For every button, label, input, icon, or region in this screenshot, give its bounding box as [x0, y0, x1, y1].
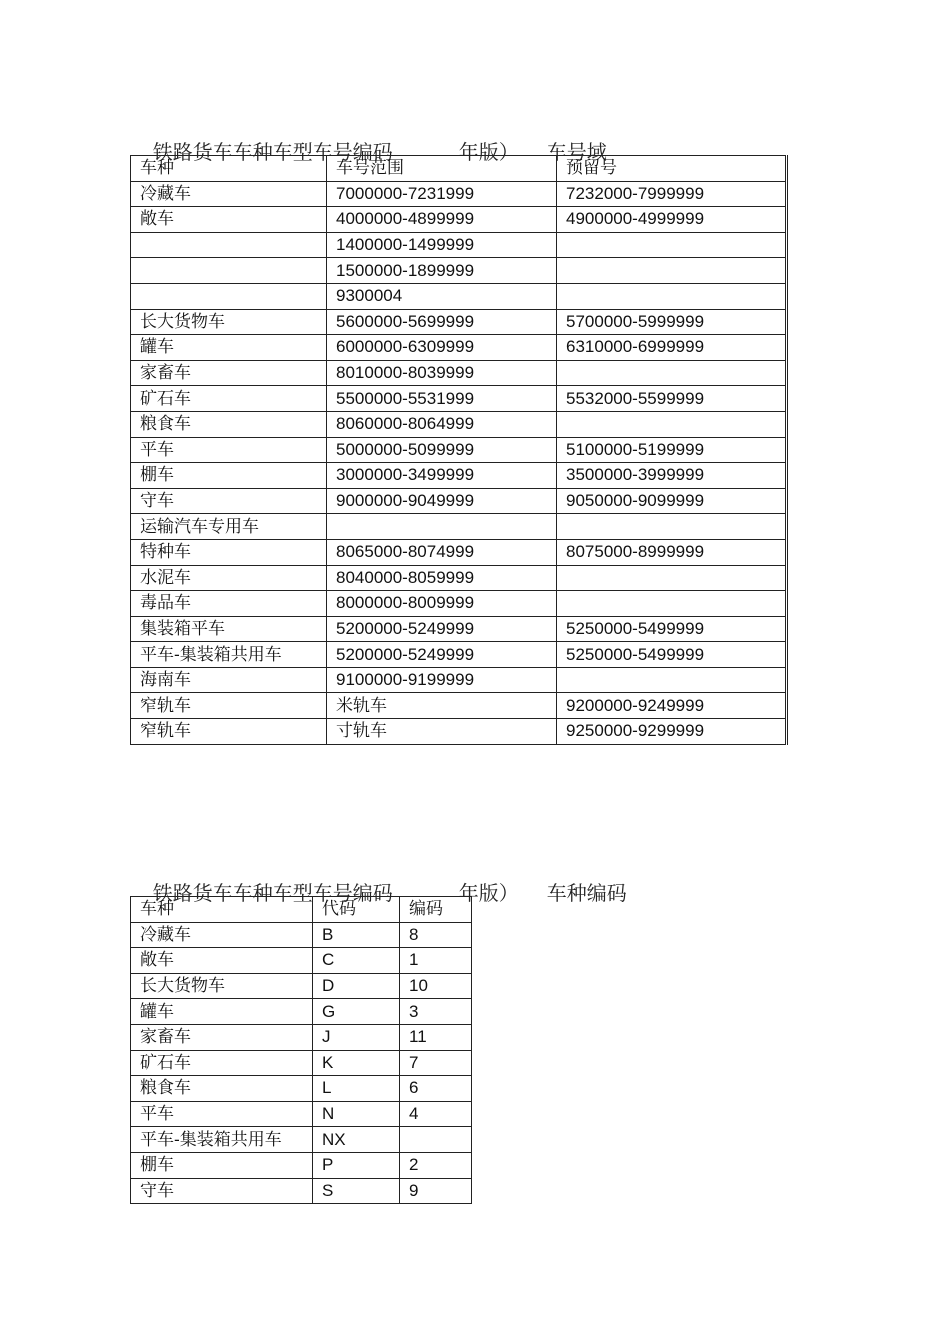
- range-table-row: [131, 411, 787, 437]
- range-table-row: [131, 488, 787, 514]
- range-header-row: [131, 156, 787, 182]
- range-table-cell: 5000000-5099999: [327, 437, 557, 463]
- code-table-cell: 7: [400, 1050, 472, 1076]
- range-table-cell: [131, 283, 327, 309]
- range-table-row: [131, 616, 787, 642]
- range-table-cell: 8000000-8009999: [327, 591, 557, 617]
- code-table-cell: 矿石车: [131, 1050, 313, 1076]
- range-table-cell: 5500000-5531999: [327, 386, 557, 412]
- code-table-row: [131, 1024, 472, 1050]
- range-table-row: [131, 386, 787, 412]
- code-table-cell: 平车-集装箱共用车: [131, 1127, 313, 1153]
- range-table-row: [131, 181, 787, 207]
- range-table-row: [131, 258, 787, 284]
- car-number-range-table: [130, 155, 788, 745]
- range-table-cell: 守车: [131, 488, 327, 514]
- range-table-row: [131, 207, 787, 233]
- range-header-cell: 预留号: [557, 156, 787, 182]
- range-table-row: [131, 565, 787, 591]
- range-table-cell: 9300004: [327, 283, 557, 309]
- range-table-cell: 水泥车: [131, 565, 327, 591]
- code-table-row: [131, 948, 472, 974]
- code-table-cell: 6: [400, 1076, 472, 1102]
- code-table-cell: 棚车: [131, 1152, 313, 1178]
- code-table-cell: 11: [400, 1024, 472, 1050]
- range-table-cell: 毒品车: [131, 591, 327, 617]
- code-table-cell: G: [313, 999, 400, 1025]
- range-table-row: [131, 309, 787, 335]
- range-table-row: [131, 539, 787, 565]
- range-table-cell: 8075000-8999999: [557, 539, 787, 565]
- range-table-cell: [327, 514, 557, 540]
- range-header-cell: 车号范围: [327, 156, 557, 182]
- code-table-cell: D: [313, 973, 400, 999]
- code-table-cell: N: [313, 1101, 400, 1127]
- range-table-cell: 5250000-5499999: [557, 642, 787, 668]
- range-table-cell: 5250000-5499999: [557, 616, 787, 642]
- code-table-cell: 1: [400, 948, 472, 974]
- code-header-row: [131, 897, 472, 923]
- code-table-row: [131, 999, 472, 1025]
- range-table-row: [131, 437, 787, 463]
- range-table-cell: [557, 258, 787, 284]
- range-table-cell: 粮食车: [131, 411, 327, 437]
- range-table-cell: 3000000-3499999: [327, 463, 557, 489]
- code-table-row: [131, 922, 472, 948]
- code-table-cell: 平车: [131, 1101, 313, 1127]
- range-table-row: [131, 514, 787, 540]
- code-table-cell: 4: [400, 1101, 472, 1127]
- section1-title-main: 铁路货车车种车型车号编码: [152, 140, 393, 164]
- section2-title-edition: 年版）: [458, 881, 519, 905]
- code-table-cell: K: [313, 1050, 400, 1076]
- code-table-cell: 8: [400, 922, 472, 948]
- range-table-cell: 6310000-6999999: [557, 335, 787, 361]
- range-table-cell: 6000000-6309999: [327, 335, 557, 361]
- range-table-cell: [557, 411, 787, 437]
- range-table-row: [131, 283, 787, 309]
- range-table-cell: [557, 667, 787, 693]
- range-table-cell: 4000000-4899999: [327, 207, 557, 233]
- range-table-cell: 8040000-8059999: [327, 565, 557, 591]
- range-table-cell: 运输汽车专用车: [131, 514, 327, 540]
- range-table-cell: 家畜车: [131, 360, 327, 386]
- code-table-row: [131, 1127, 472, 1153]
- range-table-cell: 9200000-9249999: [557, 693, 787, 719]
- section2-title-main: 铁路货车车种车型车号编码: [152, 881, 393, 905]
- code-table-cell: J: [313, 1024, 400, 1050]
- code-table-cell: 粮食车: [131, 1076, 313, 1102]
- range-table-row: [131, 667, 787, 693]
- code-table-cell: 3: [400, 999, 472, 1025]
- code-table-cell: L: [313, 1076, 400, 1102]
- code-table-cell: 冷藏车: [131, 922, 313, 948]
- section1-title-edition: 年版）: [458, 140, 519, 164]
- code-table-cell: 敞车: [131, 948, 313, 974]
- code-table-row: [131, 1076, 472, 1102]
- range-table-cell: 7232000-7999999: [557, 181, 787, 207]
- range-table-cell: [557, 591, 787, 617]
- range-table-row: [131, 591, 787, 617]
- range-table-cell: 特种车: [131, 539, 327, 565]
- range-table-cell: 罐车: [131, 335, 327, 361]
- range-table-cell: 敞车: [131, 207, 327, 233]
- range-table-cell: 5532000-5599999: [557, 386, 787, 412]
- range-table-row: [131, 232, 787, 258]
- code-table-row: [131, 1152, 472, 1178]
- range-table-cell: [131, 258, 327, 284]
- range-table-cell: [131, 232, 327, 258]
- car-type-code-table: [130, 896, 472, 1204]
- range-table-cell: 9250000-9299999: [557, 719, 787, 745]
- range-table-cell: 1500000-1899999: [327, 258, 557, 284]
- range-table-cell: 9050000-9099999: [557, 488, 787, 514]
- range-table-cell: 集装箱平车: [131, 616, 327, 642]
- range-table-cell: 海南车: [131, 667, 327, 693]
- code-header-cell: 代码: [313, 897, 400, 923]
- range-table-cell: 9100000-9199999: [327, 667, 557, 693]
- range-table-cell: 棚车: [131, 463, 327, 489]
- code-table-row: [131, 973, 472, 999]
- range-table-cell: [557, 232, 787, 258]
- code-table-cell: 长大货物车: [131, 973, 313, 999]
- code-table-row: [131, 1101, 472, 1127]
- code-table-cell: NX: [313, 1127, 400, 1153]
- code-table-cell: B: [313, 922, 400, 948]
- range-table-row: [131, 335, 787, 361]
- range-table-cell: 9000000-9049999: [327, 488, 557, 514]
- range-table-cell: 8060000-8064999: [327, 411, 557, 437]
- range-table-cell: 8010000-8039999: [327, 360, 557, 386]
- code-table-cell: 罐车: [131, 999, 313, 1025]
- range-table-row: [131, 463, 787, 489]
- code-table-cell: P: [313, 1152, 400, 1178]
- range-table-row: [131, 693, 787, 719]
- range-table-cell: 7000000-7231999: [327, 181, 557, 207]
- range-table-row: [131, 719, 787, 745]
- range-table-cell: 5700000-5999999: [557, 309, 787, 335]
- section2-title-sub: 车种编码: [546, 881, 627, 905]
- range-table-cell: 平车-集装箱共用车: [131, 642, 327, 668]
- code-table-cell: 守车: [131, 1178, 313, 1204]
- range-table-cell: [557, 565, 787, 591]
- range-table-cell: 5200000-5249999: [327, 616, 557, 642]
- code-table-cell: S: [313, 1178, 400, 1204]
- range-table-cell: 5100000-5199999: [557, 437, 787, 463]
- range-table-cell: 4900000-4999999: [557, 207, 787, 233]
- range-table-cell: 米轨车: [327, 693, 557, 719]
- range-table-cell: 矿石车: [131, 386, 327, 412]
- range-table-cell: 平车: [131, 437, 327, 463]
- code-table-row: [131, 1050, 472, 1076]
- range-header-cell: 车种: [131, 156, 327, 182]
- range-table-cell: 窄轨车: [131, 719, 327, 745]
- range-table-cell: 窄轨车: [131, 693, 327, 719]
- code-table-row: [131, 1178, 472, 1204]
- code-table-cell: C: [313, 948, 400, 974]
- code-header-cell: 车种: [131, 897, 313, 923]
- range-table-row: [131, 642, 787, 668]
- section1-title-sub: 车号域: [546, 140, 607, 164]
- code-table-cell: [400, 1127, 472, 1153]
- range-table-row: [131, 360, 787, 386]
- range-table-cell: 3500000-3999999: [557, 463, 787, 489]
- range-table-cell: 长大货物车: [131, 309, 327, 335]
- range-table-cell: 5200000-5249999: [327, 642, 557, 668]
- range-table-cell: [557, 360, 787, 386]
- range-table-cell: [557, 514, 787, 540]
- code-table-cell: 家畜车: [131, 1024, 313, 1050]
- code-table-cell: 10: [400, 973, 472, 999]
- code-table-cell: 9: [400, 1178, 472, 1204]
- range-table-cell: 8065000-8074999: [327, 539, 557, 565]
- range-table-cell: 5600000-5699999: [327, 309, 557, 335]
- range-table-cell: [557, 283, 787, 309]
- range-table-cell: 寸轨车: [327, 719, 557, 745]
- range-table-cell: 1400000-1499999: [327, 232, 557, 258]
- code-header-cell: 编码: [400, 897, 472, 923]
- code-table-cell: 2: [400, 1152, 472, 1178]
- range-table-cell: 冷藏车: [131, 181, 327, 207]
